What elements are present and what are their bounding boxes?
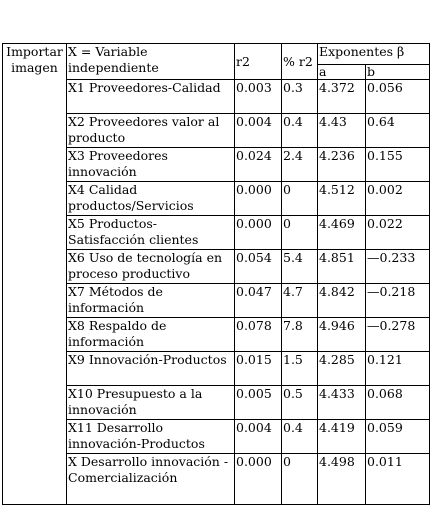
- pct-r2-cell: 4.7: [282, 284, 318, 318]
- b-cell: 0.022: [366, 216, 430, 250]
- variable-cell: X8 Respaldo de información: [67, 318, 235, 352]
- pct-r2-cell: 0.5: [282, 386, 318, 420]
- table-row: [3, 80, 430, 114]
- b-cell: 0.011: [366, 454, 430, 505]
- r2-cell: 0.024: [235, 148, 282, 182]
- header-variable: X = Variable independiente: [67, 44, 235, 80]
- a-cell: 4.372: [318, 80, 366, 114]
- a-cell: 4.851: [318, 250, 366, 284]
- variable-cell: X Desarrollo innovación - Comercialización: [67, 454, 235, 505]
- regression-table: [2, 43, 430, 505]
- variable-cell: X11 Desarrollo innovación-Productos: [67, 420, 235, 454]
- variable-cell: X4 Calidad productos/Servicios: [67, 182, 235, 216]
- r2-cell: 0.054: [235, 250, 282, 284]
- b-cell: —0.233: [366, 250, 430, 284]
- b-cell: 0.64: [366, 114, 430, 148]
- import-image-placeholder[interactable]: [3, 44, 67, 505]
- header-pct-r2: % r2: [282, 44, 318, 80]
- a-cell: 4.285: [318, 352, 366, 386]
- r2-cell: 0.078: [235, 318, 282, 352]
- r2-cell: 0.004: [235, 420, 282, 454]
- r2-cell: 0.015: [235, 352, 282, 386]
- a-cell: 4.842: [318, 284, 366, 318]
- b-cell: 0.002: [366, 182, 430, 216]
- table-row: [3, 250, 430, 284]
- variable-cell: X6 Uso de tecnología en proceso productivo: [67, 250, 235, 284]
- pct-r2-cell: 1.5: [282, 352, 318, 386]
- header-r2: r2: [235, 44, 282, 80]
- pct-r2-cell: 2.4: [282, 148, 318, 182]
- pct-r2-cell: 0: [282, 216, 318, 250]
- r2-cell: 0.000: [235, 182, 282, 216]
- table-row: [3, 420, 430, 454]
- pct-r2-cell: 0: [282, 454, 318, 505]
- b-cell: 0.155: [366, 148, 430, 182]
- table-row: [3, 386, 430, 420]
- table-row: [3, 182, 430, 216]
- table-row: [3, 318, 430, 352]
- header-a: a: [318, 65, 366, 80]
- b-cell: —0.278: [366, 318, 430, 352]
- variable-cell: X2 Proveedores valor al producto: [67, 114, 235, 148]
- table-row: [3, 284, 430, 318]
- b-cell: 0.056: [366, 80, 430, 114]
- a-cell: 4.946: [318, 318, 366, 352]
- b-cell: —0.218: [366, 284, 430, 318]
- pct-r2-cell: 0.4: [282, 420, 318, 454]
- r2-cell: 0.047: [235, 284, 282, 318]
- table-row: [3, 114, 430, 148]
- variable-cell: X10 Presupuesto a la innovación: [67, 386, 235, 420]
- b-cell: 0.059: [366, 420, 430, 454]
- header-b: b: [366, 65, 430, 80]
- a-cell: 4.43: [318, 114, 366, 148]
- a-cell: 4.419: [318, 420, 366, 454]
- header-row: [3, 44, 430, 65]
- pct-r2-cell: 0: [282, 182, 318, 216]
- table-row: [3, 148, 430, 182]
- a-cell: 4.433: [318, 386, 366, 420]
- header-exponents: Exponentes β: [318, 44, 430, 65]
- a-cell: 4.512: [318, 182, 366, 216]
- a-cell: 4.498: [318, 454, 366, 505]
- variable-cell: X5 Productos-Satisfacción clientes: [67, 216, 235, 250]
- r2-cell: 0.003: [235, 80, 282, 114]
- pct-r2-cell: 0.4: [282, 114, 318, 148]
- b-cell: 0.121: [366, 352, 430, 386]
- pct-r2-cell: 7.8: [282, 318, 318, 352]
- pct-r2-cell: 0.3: [282, 80, 318, 114]
- pct-r2-cell: 5.4: [282, 250, 318, 284]
- table-row: [3, 216, 430, 250]
- a-cell: 4.236: [318, 148, 366, 182]
- r2-cell: 0.000: [235, 454, 282, 505]
- variable-cell: X9 Innovación-Productos: [67, 352, 235, 386]
- b-cell: 0.068: [366, 386, 430, 420]
- r2-cell: 0.000: [235, 216, 282, 250]
- r2-cell: 0.004: [235, 114, 282, 148]
- variable-cell: X3 Proveedores innovación: [67, 148, 235, 182]
- a-cell: 4.469: [318, 216, 366, 250]
- variable-cell: X7 Métodos de información: [67, 284, 235, 318]
- variable-cell: X1 Proveedores-Calidad: [67, 80, 235, 114]
- table-row: [3, 352, 430, 386]
- table-row: [3, 454, 430, 505]
- import-image-label: Importar imagen: [6, 44, 63, 75]
- r2-cell: 0.005: [235, 386, 282, 420]
